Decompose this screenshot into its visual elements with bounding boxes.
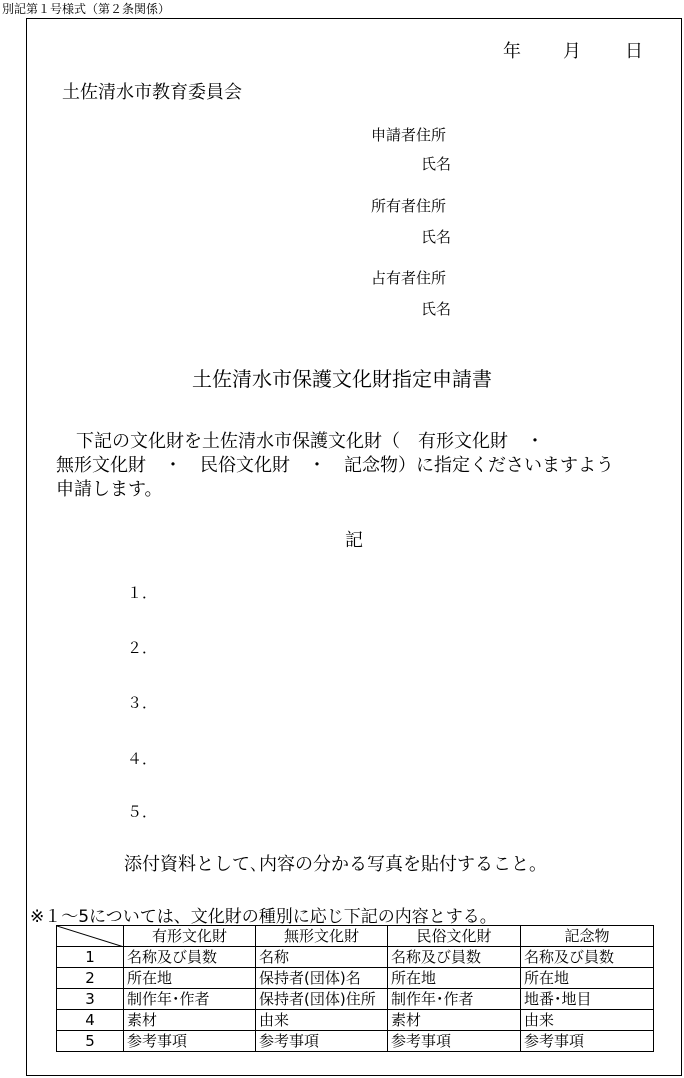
table-header: 有形文化財: [124, 926, 256, 947]
date-day: 日: [625, 41, 643, 62]
table-cell: 由来: [521, 1010, 654, 1031]
table-cell: 地番･地目: [521, 989, 654, 1010]
table-row: [57, 1031, 654, 1052]
addressee: 土佐清水市教育委員会: [62, 82, 242, 103]
body-line-1: 下記の文化財を土佐清水市保護文化財（ 有形文化財 ・: [76, 431, 544, 452]
table-header-row: [57, 926, 654, 947]
table-row: [57, 1010, 654, 1031]
diagonal-line: [57, 926, 124, 947]
row-number: 2: [57, 968, 124, 989]
table-cell: 素材: [388, 1010, 521, 1031]
body-line-3: 申請します。: [56, 479, 163, 500]
owner-address-label: 所有者住所: [371, 197, 447, 215]
ki-heading: 記: [345, 530, 363, 551]
table-cell: 名称及び員数: [388, 947, 521, 968]
table-cell: 由来: [256, 1010, 388, 1031]
occupant-address-label: 占有者住所: [371, 269, 447, 287]
category-table: [56, 925, 654, 1052]
table-cell: 保持者(団体)住所: [256, 989, 388, 1010]
table-cell: 保持者(団体)名: [256, 968, 388, 989]
table-cell: 制作年･作者: [124, 989, 256, 1010]
table-header: 民俗文化財: [388, 926, 521, 947]
body-line-2: 無形文化財 ・ 民俗文化財 ・ 記念物）に指定くださいますよう: [56, 455, 614, 476]
row-number: 1: [57, 947, 124, 968]
table-row: [57, 989, 654, 1010]
table-cell: 所在地: [388, 968, 521, 989]
table-row: [57, 968, 654, 989]
table-cell: 所在地: [521, 968, 654, 989]
row-number: 4: [57, 1010, 124, 1031]
table-cell: 参考事項: [388, 1031, 521, 1052]
occupant-name-label: 氏名: [421, 300, 452, 318]
body-paragraph: [56, 430, 656, 502]
date-month: 月: [563, 41, 581, 62]
table-cell: 名称: [256, 947, 388, 968]
list-item-5: ５．: [127, 803, 158, 821]
owner-name-label: 氏名: [421, 228, 452, 246]
table-cell: 参考事項: [124, 1031, 256, 1052]
list-item-1: １．: [127, 584, 158, 602]
table-note: ※１～5については、文化財の種別に応じ下記の内容とする。: [30, 907, 497, 927]
table-row: [57, 947, 654, 968]
table-cell: 所在地: [124, 968, 256, 989]
table-cell: 制作年･作者: [388, 989, 521, 1010]
table-header: 無形文化財: [256, 926, 388, 947]
row-number: 5: [57, 1031, 124, 1052]
list-item-4: ４．: [127, 750, 158, 768]
date-year: 年: [503, 41, 521, 62]
attachment-note: 添付資料として､内容の分かる写真を貼付すること。: [124, 854, 547, 875]
table-cell: 名称及び員数: [124, 947, 256, 968]
list-item-2: ２．: [127, 639, 158, 657]
list-item-3: ３．: [127, 694, 158, 712]
applicant-address-label: 申請者住所: [371, 126, 447, 144]
table-header: 記念物: [521, 926, 654, 947]
page-title: 土佐清水市保護文化財指定申請書: [192, 367, 492, 391]
row-number: 3: [57, 989, 124, 1010]
table-cell: 参考事項: [521, 1031, 654, 1052]
table-corner: [57, 926, 124, 947]
table-cell: 参考事項: [256, 1031, 388, 1052]
table-cell: 名称及び員数: [521, 947, 654, 968]
form-label: 別記第１号様式（第２条関係）: [2, 2, 171, 16]
date-line: [503, 37, 643, 63]
table-cell: 素材: [124, 1010, 256, 1031]
applicant-name-label: 氏名: [421, 155, 452, 173]
